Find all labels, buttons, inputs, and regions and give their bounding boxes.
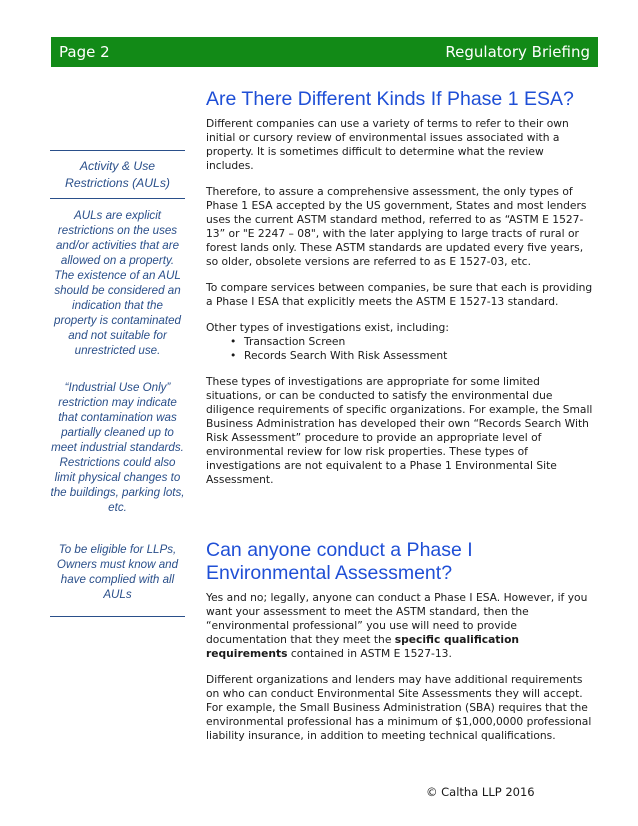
section-heading-who-can-conduct: Can anyone conduct a Phase I Environmental Assessment?	[206, 539, 473, 584]
newsletter-title: Regulatory Briefing	[445, 43, 590, 61]
page-number: Page 2	[59, 43, 110, 61]
section1-paragraph-3: To compare services between companies, be sure that each is providing a Phase I ESA that explicitly meets the ASTM E 1527-13 standard.	[206, 281, 593, 308]
list-item: • Transaction Screen	[230, 335, 594, 349]
section1-paragraph-5: These types of investigations are appropriate for some limited situations, or can be conducted to satisfy the environmental due diligence requirements of specific organizations. For example, the Small Business Administration has developed their own “Records Search With Risk Assessment” procedure to provide an appropriate level of environmental review for low risk properties. These types of investigations are not equivalent to a Phase 1 Environmental Site Assessment.	[206, 375, 593, 486]
sidebar-aul	[50, 150, 185, 617]
footer-copyright: © Caltha LLP 2016	[426, 785, 535, 799]
list-item: • Records Search With Risk Assessment	[230, 349, 594, 363]
section1-paragraph-2: Therefore, to assure a comprehensive assessment, the only types of Phase 1 ESA accepted by the US government, States and most lenders uses the current ASTM standard method, referred to as “ASTM E 1527-13” or "E 2247 – 08", with the later applying to large tracts of rural or forest lands only. These ASTM standards are updated every five years, so older, obsolete versions are referred to as E 1527-03, etc.	[206, 185, 587, 268]
section2-paragraph-2: Different organizations and lenders may have additional requirements on who can conduct Environmental Site Assessments they will accept. For example, the Small Business Administration (SBA) requires that the environmental professional has a minimum of $1,000,0000 professional liability insurance, in addition to meeting technical qualifications.	[206, 673, 592, 742]
text-run: contained in ASTM E 1527-13.	[287, 647, 452, 660]
sidebar-paragraph-industrial-use: “Industrial Use Only” restriction may indicate that contamination was partially cleaned up to meet industrial standards. Restrictions could also limit physical changes to the buildings, parking lots, etc.	[50, 381, 185, 514]
section2-paragraph-1	[206, 591, 594, 661]
section1-paragraph-1: Different companies can use a variety of terms to refer to their own initial or cursory review of environmental issues associated with a property. It is sometimes difficult to determine what the review includes.	[206, 117, 569, 172]
investigation-types-list	[206, 335, 594, 363]
text-run: Yes and no; legally, anyone can conduct a Phase I ESA. However, if you want your assessment to meet the ASTM standard, then the “environmental professional” you use will need to provide documentation that they meet the	[206, 591, 588, 646]
main-content	[206, 88, 594, 743]
section1-paragraph-4: Other types of investigations exist, including:	[206, 321, 449, 334]
sidebar-title: Activity & Use Restrictions (AULs)	[65, 159, 170, 190]
section-heading-phase1-kinds: Are There Different Kinds If Phase 1 ESA?	[206, 88, 574, 110]
sidebar-paragraph-aul-definition: AULs are explicit restrictions on the uses and/or activities that are allowed on a property. The existence of an AUL should be considered an indication that the property is contaminated and not suitable for unrestricted use.	[54, 209, 181, 357]
sidebar-paragraph-llp-eligibility: To be eligible for LLPs, Owners must know and have complied with all AULs	[56, 543, 179, 601]
sidebar-bottom-rule	[50, 616, 185, 617]
sidebar-title-rule	[50, 198, 185, 199]
page-header	[51, 37, 598, 67]
qualification-requirements-emphasis: specific qualification requirements	[206, 633, 520, 660]
